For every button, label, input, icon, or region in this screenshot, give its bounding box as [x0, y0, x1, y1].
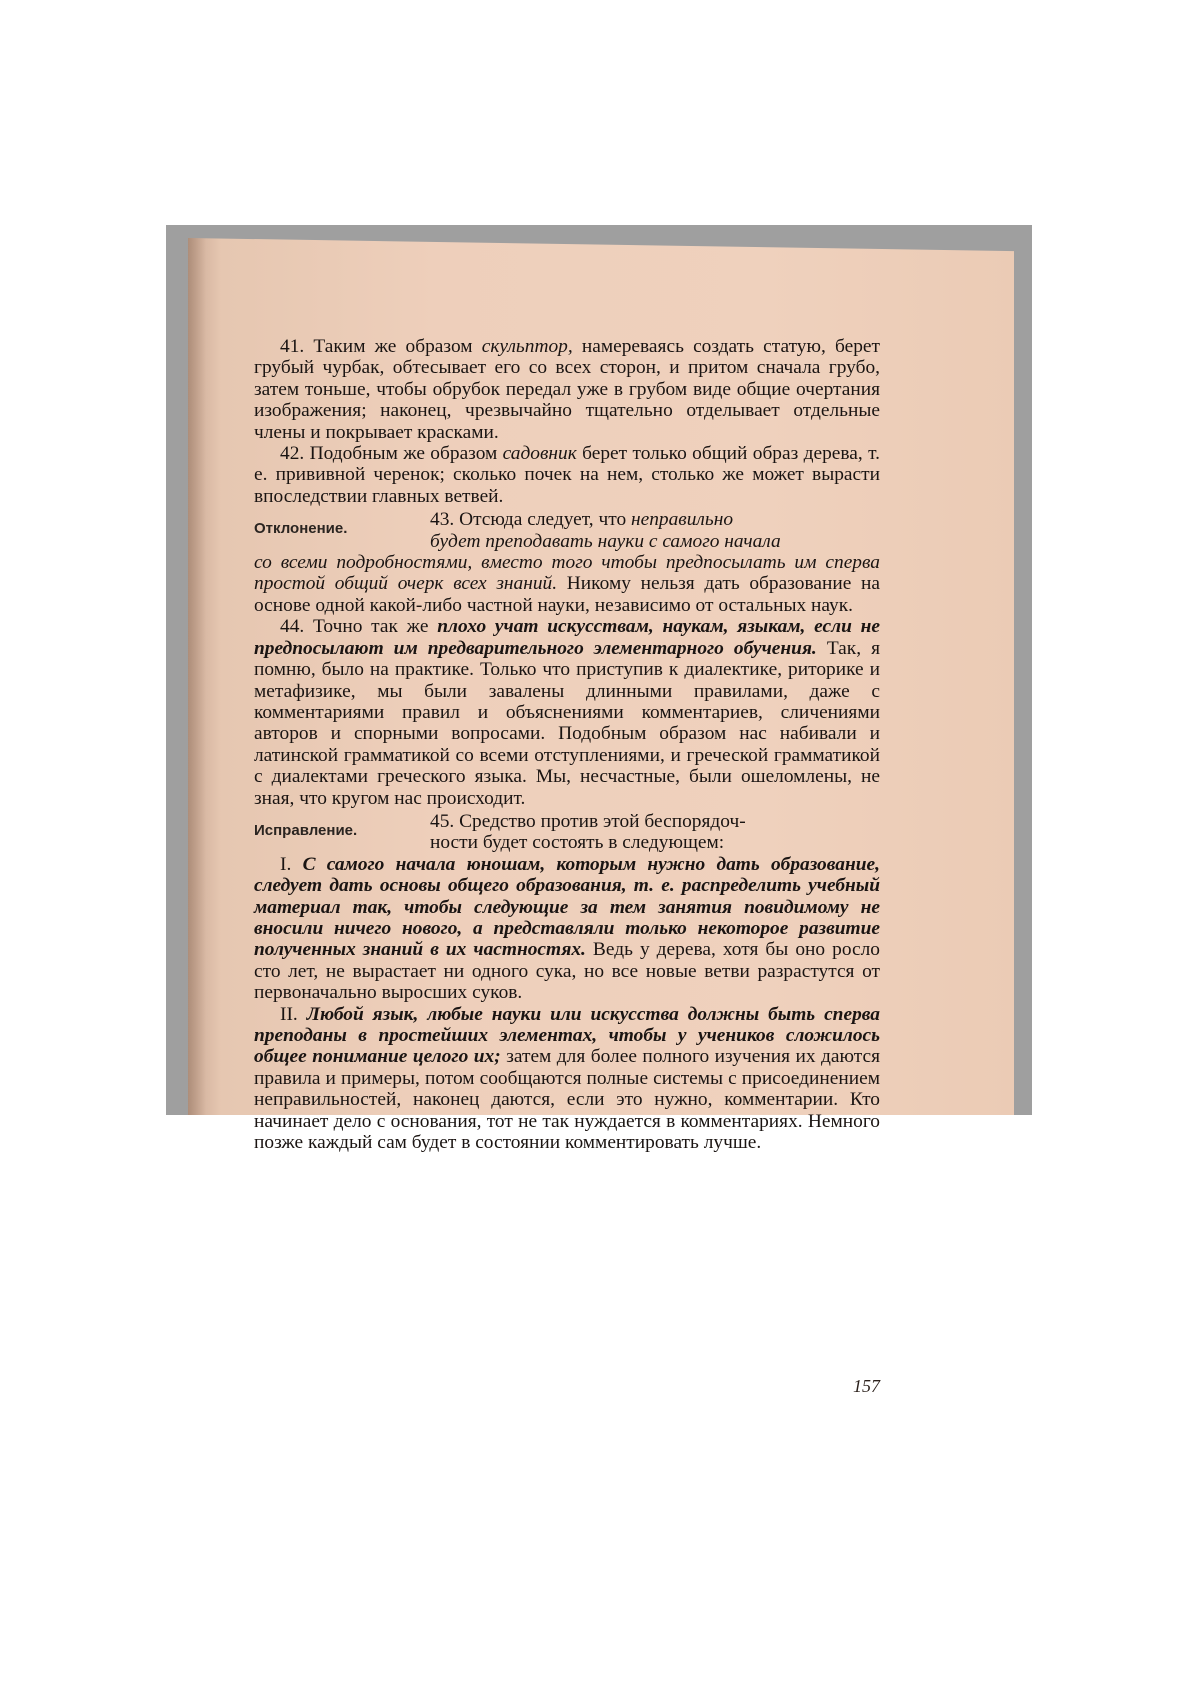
paragraph-number: I.	[280, 853, 292, 875]
paragraph-number: 41.	[280, 336, 305, 357]
margin-heading-deviation: Отклонение.	[254, 520, 348, 538]
margin-heading-correction: Исправление.	[254, 821, 358, 839]
paragraph-45-i: I. С самого начала юношам, которым нужно дать образование, следует дать основы общего образования, т. е. распределить учебный материал так, чтобы следующие за тем занятия повидимому не вносили ничего нового, а представляли только некоторое развитие полученных знаний в их частностях. Ведь у дерева, хотя бы оно росло сто лет, не вырастает ни одного сука, но все новые ветви разрастутся от первоначально выросших суков.	[254, 853, 880, 1004]
paragraph-number: 44.	[280, 616, 305, 638]
paragraph-45-ii: II. Любой язык, любые науки или искусства должны быть сперва преподаны в простейших элементах, чтобы у учеников сложилось общее понимание целого их; затем для более полного изучения их даются правила и примеры, потом сообщаются полные системы с присоединением неправильностей, наконец даются, если это нужно, комментарии. Кто начинает дело с основания, тот не так нуждается в комментариях. Немного позже каждый сам будет в состоянии комментировать лучше.	[254, 1003, 880, 1154]
paragraph-43-head: Отклонение. 43. Отсюда следует, что неправильно будет преподавать науки с самого начала	[254, 509, 781, 552]
paragraph-number: 42.	[280, 443, 305, 465]
paragraph-43: со всеми подробностями, вместо того чтобы предпосылать им сперва простой общий очерк всех знаний. Никому нельзя дать образование на основе одной какой-либо частной науки, независимо от остальных наук.	[254, 552, 880, 616]
page-text	[254, 336, 880, 1153]
paragraph-42: 42. Подобным же образом садовник берет только общий образ дерева, т. е. прививной черенок; сколько почек на нем, столько же может вырасти впоследствии главных ветвей.	[254, 443, 880, 507]
paragraph-45-head: Исправление. 45. Средство против этой беспорядоч- ности будет состоять в следующем:	[254, 810, 746, 854]
page-number: 157	[853, 1376, 880, 1396]
paragraph-44: 44. Точно так же плохо учат искусствам, наукам, языкам, если не предпосылают им предварительного элементарного обучения. Так, я помню, было на практике. Только что приступив к диалектике, риторике и метафизике, мы были завалены длинными правилами, даже с комментариями правил и объяснениями комментариев, сличениями авторов и спорными вопросами. Подобным образом нас набивали и латинской грамматикой со всеми отступлениями, и греческой грамматикой с диалектами греческого языка. Мы, несчастные, были ошеломлены, не зная, что кругом нас происходит.	[254, 616, 880, 809]
paragraph-number: II.	[280, 1003, 298, 1025]
page-gutter-shadow	[188, 238, 206, 1115]
paragraph-41: 41. Таким же образом скульптор, намереваясь создать статую, берет грубый чурбак, обтесывает его со всех сторон, и притом сначала грубо, затем тоньше, чтобы обрубок передал уже в грубом виде общие очертания изображения; наконец, чрезвычайно тщательно отделывает отдельные члены и покрывает красками.	[254, 336, 880, 443]
